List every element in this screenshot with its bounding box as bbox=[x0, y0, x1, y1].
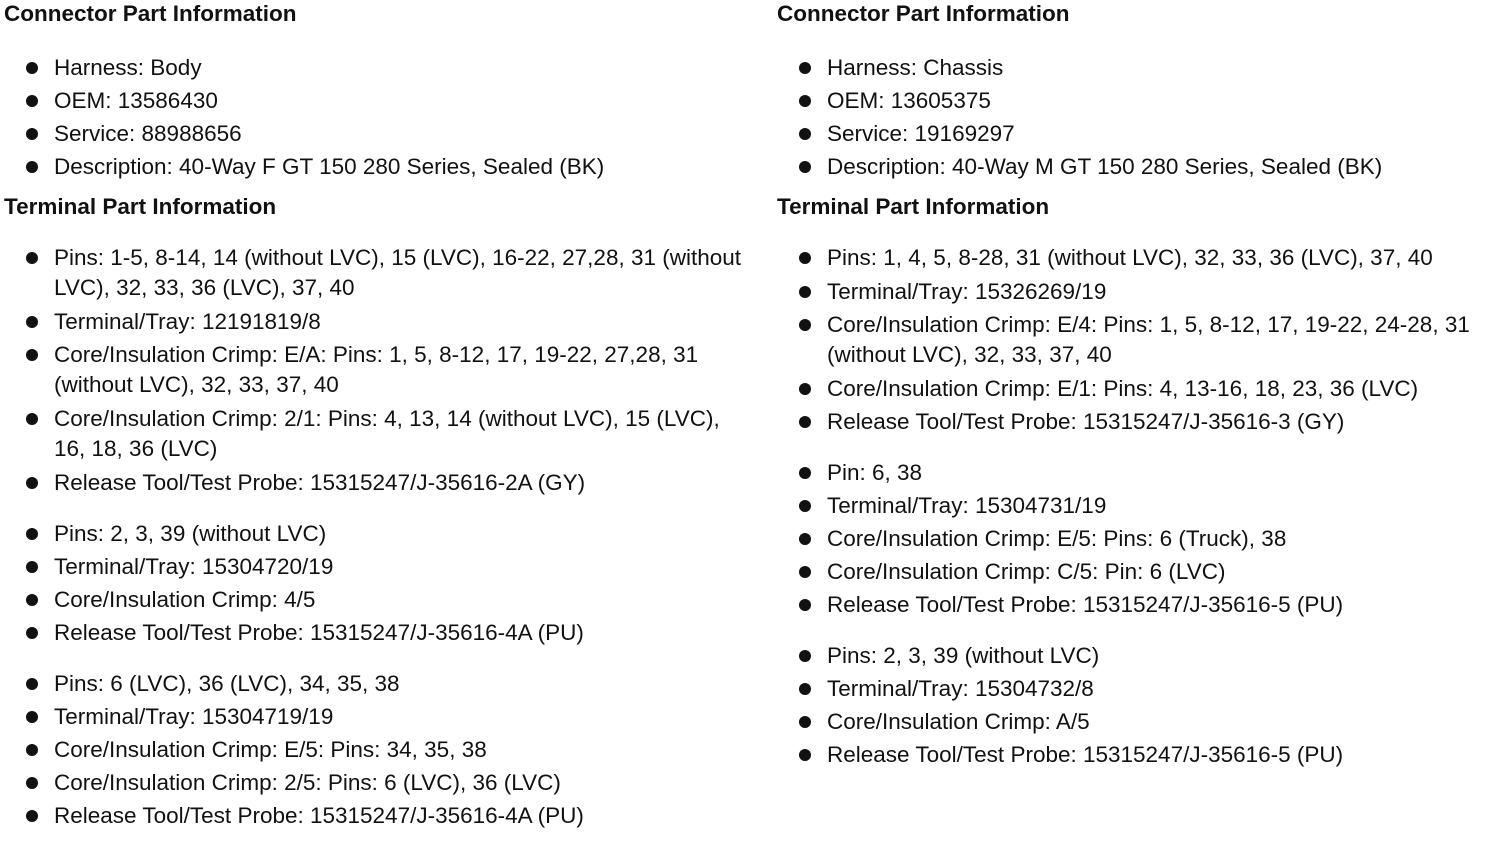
list-item: Release Tool/Test Probe: 15315247/J-35616-5 (PU) bbox=[777, 590, 1501, 620]
list-item: Description: 40-Way M GT 150 280 Series, Sealed (BK) bbox=[777, 152, 1501, 182]
list-item: Release Tool/Test Probe: 15315247/J-35616-2A (GY) bbox=[4, 468, 754, 498]
connector-heading: Connector Part Information bbox=[777, 1, 1070, 26]
terminal-group-3 bbox=[4, 669, 754, 831]
list-item: Core/Insulation Crimp: 2/1: Pins: 4, 13, 14 (without LVC), 15 (LVC), 16, 18, 36 (LVC) bbox=[4, 404, 754, 464]
list-item: OEM: 13586430 bbox=[4, 86, 754, 116]
list-item: Release Tool/Test Probe: 15315247/J-35616-4A (PU) bbox=[4, 801, 754, 831]
list-item: Core/Insulation Crimp: E/5: Pins: 6 (Truck), 38 bbox=[777, 524, 1501, 554]
list-item: OEM: 13605375 bbox=[777, 86, 1501, 116]
terminal-group-1 bbox=[777, 243, 1501, 437]
list-item: Pin: 6, 38 bbox=[777, 458, 1501, 488]
right-column bbox=[777, 0, 1501, 773]
list-item: Service: 88988656 bbox=[4, 119, 754, 149]
terminal-group-1 bbox=[4, 243, 754, 498]
terminal-heading: Terminal Part Information bbox=[777, 194, 1050, 219]
list-item: Core/Insulation Crimp: E/4: Pins: 1, 5, 8-12, 17, 19-22, 24-28, 31 (without LVC), 32, 33, 37, 40 bbox=[777, 310, 1501, 370]
terminal-group-2 bbox=[777, 458, 1501, 620]
connector-heading: Connector Part Information bbox=[4, 1, 297, 26]
list-item: Release Tool/Test Probe: 15315247/J-35616-5 (PU) bbox=[777, 740, 1501, 770]
list-item: Core/Insulation Crimp: E/5: Pins: 34, 35, 38 bbox=[4, 735, 754, 765]
list-item: Core/Insulation Crimp: 4/5 bbox=[4, 585, 754, 615]
terminal-group-3 bbox=[777, 641, 1501, 770]
list-item: Service: 19169297 bbox=[777, 119, 1501, 149]
list-item: Pins: 2, 3, 39 (without LVC) bbox=[777, 641, 1501, 671]
list-item: Terminal/Tray: 12191819/8 bbox=[4, 307, 754, 337]
list-item: Pins: 1, 4, 5, 8-28, 31 (without LVC), 32, 33, 36 (LVC), 37, 40 bbox=[777, 243, 1501, 273]
list-item: Core/Insulation Crimp: E/A: Pins: 1, 5, 8-12, 17, 19-22, 27,28, 31 (without LVC), 32, 33, 37, 40 bbox=[4, 340, 754, 400]
list-item: Core/Insulation Crimp: E/1: Pins: 4, 13-16, 18, 23, 36 (LVC) bbox=[777, 374, 1501, 404]
list-item: Release Tool/Test Probe: 15315247/J-35616-3 (GY) bbox=[777, 407, 1501, 437]
list-item: Core/Insulation Crimp: C/5: Pin: 6 (LVC) bbox=[777, 557, 1501, 587]
list-item: Core/Insulation Crimp: 2/5: Pins: 6 (LVC), 36 (LVC) bbox=[4, 768, 754, 798]
list-item: Terminal/Tray: 15304731/19 bbox=[777, 491, 1501, 521]
terminal-group-2 bbox=[4, 519, 754, 648]
list-item: Description: 40-Way F GT 150 280 Series, Sealed (BK) bbox=[4, 152, 754, 182]
connector-info-list bbox=[4, 53, 754, 182]
list-item: Core/Insulation Crimp: A/5 bbox=[777, 707, 1501, 737]
list-item: Pins: 2, 3, 39 (without LVC) bbox=[4, 519, 754, 549]
left-column bbox=[4, 0, 754, 834]
list-item: Terminal/Tray: 15304719/19 bbox=[4, 702, 754, 732]
terminal-heading: Terminal Part Information bbox=[4, 194, 277, 219]
connector-info-list bbox=[777, 53, 1501, 182]
list-item: Harness: Body bbox=[4, 53, 754, 83]
list-item: Release Tool/Test Probe: 15315247/J-35616-4A (PU) bbox=[4, 618, 754, 648]
list-item: Terminal/Tray: 15326269/19 bbox=[777, 277, 1501, 307]
list-item: Harness: Chassis bbox=[777, 53, 1501, 83]
list-item: Pins: 6 (LVC), 36 (LVC), 34, 35, 38 bbox=[4, 669, 754, 699]
list-item: Terminal/Tray: 15304720/19 bbox=[4, 552, 754, 582]
list-item: Pins: 1-5, 8-14, 14 (without LVC), 15 (LVC), 16-22, 27,28, 31 (without LVC), 32, 33, 36 (LVC), 37, 40 bbox=[4, 243, 754, 303]
list-item: Terminal/Tray: 15304732/8 bbox=[777, 674, 1501, 704]
